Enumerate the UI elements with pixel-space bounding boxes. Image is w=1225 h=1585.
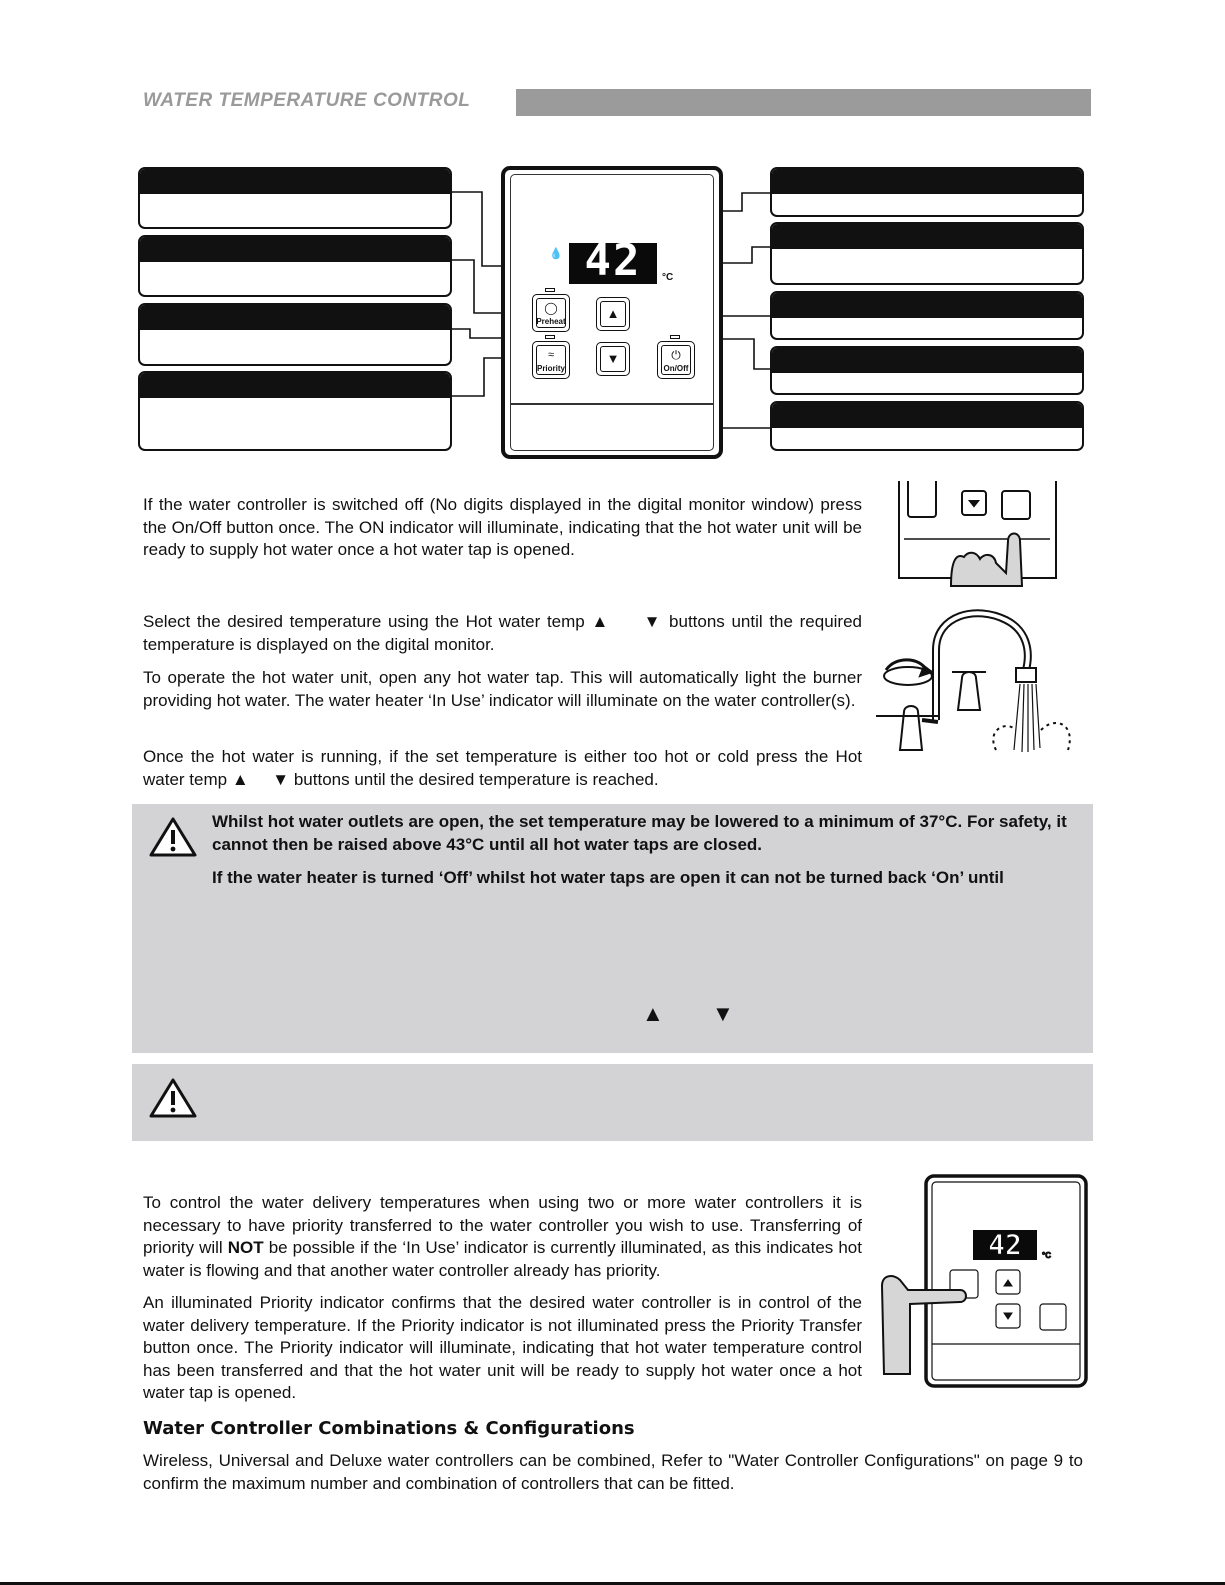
callout-box-preheat-indicator bbox=[138, 167, 452, 229]
combinations-heading: Water Controller Combinations & Configurations bbox=[143, 1418, 635, 1439]
hand-on-off-illustration bbox=[896, 481, 1061, 591]
priority-transfer-paragraph: To control the water delivery temperatures when using two or more water controllers it is necessary to have priority transferred to the water controller you wish to use. Transferring of priority will NOT be possible if the ‘In Use’ indicator is currently illuminated, as this indicates hot water is flowing and that another water controller already has priority. bbox=[143, 1193, 862, 1280]
svg-text:°C: °C bbox=[1042, 1251, 1051, 1260]
warning-icon bbox=[149, 816, 197, 858]
controller-divider bbox=[510, 403, 714, 405]
hot-water-tap-illustration bbox=[876, 600, 1086, 772]
down-arrow-icon: ▼ bbox=[643, 612, 663, 631]
combinations-paragraph: Wireless, Universal and Deluxe water controllers can be combined, Refer to "Water Controller Configurations" on page 9 to confirm the maximum number and combination of controllers that can be fitted. bbox=[143, 1451, 1083, 1493]
temp-down-button[interactable] bbox=[596, 342, 630, 376]
priority-indicator bbox=[545, 335, 555, 339]
on-off-button[interactable]: ⏻ On/Off bbox=[657, 341, 695, 379]
operate-paragraph: To operate the hot water unit, open any hot water tap. This will automatically light the burner providing hot water. The water heater ‘In Use’ indicator will illuminate on the water controller(s). bbox=[143, 668, 862, 710]
priority-icon: ≈ bbox=[547, 349, 555, 361]
preheat-indicator bbox=[545, 288, 555, 292]
callout-box-on-off bbox=[770, 401, 1084, 451]
running-paragraph: Once the hot water is running, if the set temperature is either too hot or cold press the Hot water temp ▲ ▼ buttons until the desired temperature is reached. bbox=[143, 747, 862, 789]
on-indicator bbox=[670, 335, 680, 339]
preheat-button[interactable]: ◯ Preheat bbox=[532, 294, 570, 332]
callout-box-temp-buttons bbox=[770, 291, 1084, 340]
flame-icon: 💧 bbox=[549, 248, 563, 260]
warning-line-1: Whilst hot water outlets are open, the set temperature may be lowered to a minimum of 37°C. For safety, it cannot then be raised above 43°C until all hot water taps are closed. bbox=[212, 812, 1067, 854]
callout-box-on-indicator bbox=[770, 346, 1084, 395]
callout-box-priority-indicator bbox=[138, 303, 452, 366]
warning-box-2 bbox=[132, 1064, 1093, 1141]
up-arrow-icon: ▲ bbox=[231, 769, 249, 789]
up-arrow-icon: ▲ bbox=[606, 306, 620, 321]
priority-controller-illustration bbox=[880, 1174, 1090, 1390]
callout-box-display bbox=[770, 222, 1084, 285]
svg-text:42: 42 bbox=[988, 1228, 1022, 1261]
up-arrow-icon: ▲ bbox=[642, 1001, 664, 1026]
callout-box-priority-button bbox=[138, 371, 452, 451]
priority-indicator-paragraph: An illuminated Priority indicator confirms that the desired water controller is in control of the water delivery temperature. If the Priority indicator is not illuminated press the Priority Transfer button once. The Priority indicator will illuminate, indicating that hot water temperature control has been transferred and that the hot water unit will be ready to supply hot water once a hot water tap is opened. bbox=[143, 1293, 862, 1402]
callout-box-in-use bbox=[770, 167, 1084, 217]
section-title: WATER TEMPERATURE CONTROL bbox=[143, 90, 471, 111]
select-temp-paragraph: Select the desired temperature using the Hot water temp ▲ ▼ buttons until the required temperature is displayed on the digital monitor. bbox=[143, 612, 862, 654]
up-arrow-icon: ▲ bbox=[591, 612, 611, 631]
warning-line-2: If the water heater is turned ‘Off’ whilst hot water taps are open it can not be turned back ‘On’ until bbox=[212, 868, 1004, 887]
temp-up-button[interactable] bbox=[596, 297, 630, 331]
power-icon: ⏻ bbox=[671, 348, 681, 362]
on-off-paragraph: If the water controller is switched off (No digits displayed in the digital monitor window) press the On/Off button once. The ON indicator will illuminate, indicating that the hot water unit will be ready to supply hot water once a hot water tap is opened. bbox=[143, 495, 862, 559]
display-digits: 42 bbox=[584, 235, 642, 286]
down-arrow-icon: ▼ bbox=[606, 351, 620, 366]
degree-unit: °C bbox=[662, 272, 674, 283]
down-arrow-icon: ▼ bbox=[272, 769, 290, 789]
preheat-icon: ◯ bbox=[544, 301, 558, 315]
down-arrow-icon: ▼ bbox=[712, 1001, 734, 1026]
warning-icon bbox=[149, 1077, 197, 1119]
priority-button[interactable]: ≈ Priority bbox=[532, 341, 570, 379]
callout-box-preheat-button bbox=[138, 235, 452, 297]
